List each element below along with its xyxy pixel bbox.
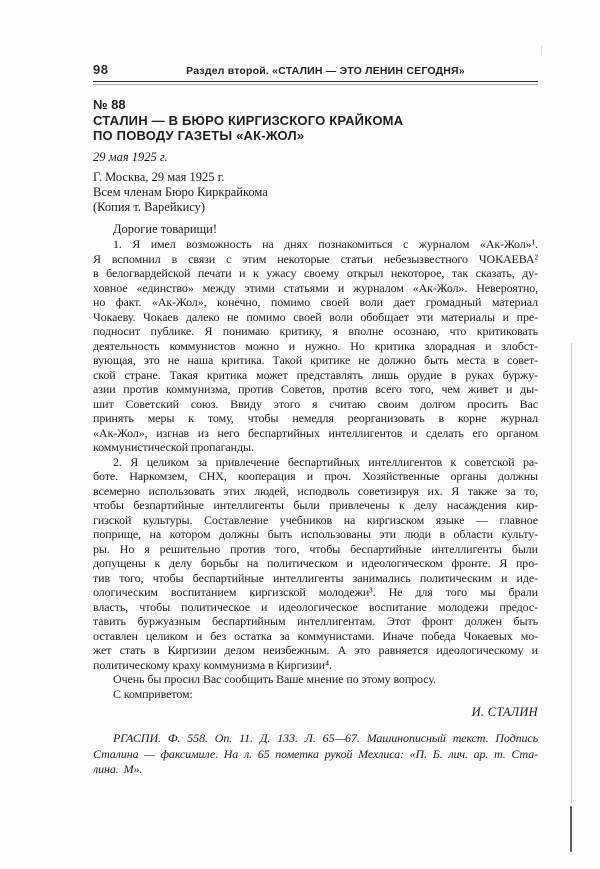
archive-reference	[93, 731, 538, 778]
body-text-line: боте. Наркомзем, СНХ, кооперация и проч. Хозяйственные органы должны	[93, 469, 538, 483]
body-text-line: С комприветом:	[113, 686, 193, 701]
document-title-line: ПО ПОВОДУ ГАЗЕТЫ «АК-ЖОЛ»	[93, 128, 305, 143]
scan-artifact-page-edge	[571, 343, 572, 803]
body-paragraph	[93, 237, 538, 455]
body-text-line: азии против коммунизма, против Советов, против всего того, чем живет и ды-	[93, 382, 538, 396]
body-text-line: тив того, чтобы беспартийные интеллигенты занимались политическим и иде-	[93, 570, 538, 585]
page-number: 98	[93, 62, 109, 77]
body-text-line: поприще, на котором должны быть использованы эти люди в области культу-	[93, 527, 538, 541]
running-title: Раздел второй. «СТАЛИН — ЭТО ЛЕНИН СЕГОДНЯ»	[186, 65, 465, 77]
body-text-line: деятельность коммунистов можно и нужно. Но критика злорадная и злобст-	[93, 338, 538, 353]
address-line: (Копия т. Варейкису)	[93, 200, 206, 214]
body-text-line: оставлен целиком и без остатка за коммунистами. Иначе победа Чокаевых мо-	[93, 628, 538, 643]
archive-reference-line: лина. М».	[93, 762, 143, 776]
body-text-line: допущены к делу борьбы на политическом и идеологическом фронте. Я про-	[93, 556, 538, 570]
body-text-line: гизской культуры. Составление учебников на киргизском языке — главное	[93, 512, 538, 527]
scan-artifact-speck	[541, 46, 542, 56]
archive-reference-line: РГАСПИ. Ф. 558. Оп. 11. Д. 133. Л. 65—67. Машинописный текст. Подпись	[113, 731, 538, 745]
running-header	[93, 62, 538, 77]
body-text-line: власть, чтобы политическое и идеологическое воспитание молодежи предос-	[93, 599, 538, 614]
body-text-line: Чокаеву. Чокаев далеко не помимо своей воли обобщает эти материалы и пре-	[93, 309, 538, 324]
body-text-line: Очень бы просил Вас сообщить Ваше мнение по этому вопросу.	[113, 672, 436, 686]
body-text-line: ской стране. Такая критика может представлять лишь орудие в руках буржу-	[93, 367, 538, 382]
body-text-line: тавить буржуазным беспартийным интеллигентам. Этот фронт должен быть	[93, 614, 538, 628]
body-text-line: коммунистической пропаганды.	[93, 440, 254, 454]
body-paragraph	[93, 455, 538, 673]
signature: И. СТАЛИН	[471, 705, 538, 719]
body-text-line: ологическим воспитанием киргизской молодежи³. Не для того мы брали	[93, 585, 538, 599]
body-text-line: политическому краху коммунизма в Киргизии⁴.	[93, 657, 332, 672]
header-rule	[93, 81, 538, 85]
body-text-line: жет стать в Киргизии делом неизбежным. А это равняется идеологическому и	[93, 643, 538, 657]
body-text-line: чтобы безпартийные интеллигенты были привлечены к делу насаждения кир-	[93, 498, 538, 512]
salutation: Дорогие товарищи!	[113, 222, 218, 236]
letter-body	[93, 237, 538, 701]
body-paragraph	[93, 687, 538, 702]
scan-artifact-page-edge-dark	[570, 806, 572, 852]
page-content	[93, 0, 538, 778]
body-text-line: в белогвардейской печати и к ужасу своему открыл некоторое, так сказать, ду-	[93, 266, 538, 280]
address-line: Всем членам Бюро Киркрайкома	[93, 185, 268, 199]
body-text-line: ховное «единство» между этими статьями и журналом «Ак-Жол». Невероятно,	[93, 280, 538, 295]
body-text-line: но факт. «Ак-Жол», конечно, помимо своей воли дает громадный материал	[93, 295, 538, 309]
body-text-line: всемерно использовать этих людей, исподволь советизируя их. Я также за то,	[93, 483, 538, 498]
body-text-line: ры. Но я решительно против того, чтобы беспартийные интеллигенты были	[93, 541, 538, 556]
address-line: Г. Москва, 29 мая 1925 г.	[93, 170, 225, 184]
body-text-line: принять меры к тому, чтобы немедля реорганизовать в корне журнал	[93, 411, 538, 425]
body-text-line: Я вспомнил в связи с этим некоторые статьи небезызвестного ЧОКАЕВА²	[93, 251, 538, 266]
archive-reference-line: Сталина — факсимиле. На л. 65 пометка рукой Мехлиса: «П. Б. лич. ар. т. Ста-	[93, 746, 538, 761]
body-text-line: «Ак-Жол», изгнав из него беспартийных интеллигентов и сделать его органом	[93, 425, 538, 440]
body-text-line: вующая, это не наша критика. Такой критике не должно быть места в совет-	[93, 353, 538, 367]
document-title	[93, 113, 538, 143]
body-paragraph	[93, 672, 538, 687]
document-number: № 88	[93, 97, 126, 112]
document-title-line: СТАЛИН — В БЮРО КИРГИЗСКОГО КРАЙКОМА	[93, 113, 404, 128]
body-text-line: 1. Я имел возможность на днях познакомиться с журналом «Ак-Жол»¹.	[113, 237, 538, 251]
body-text-line: шит Советский союз. Ввиду этого я считаю своим долгом просить Вас	[93, 396, 538, 411]
document-date: 29 мая 1925 г.	[93, 150, 168, 164]
body-text-line: 2. Я целиком за привлечение беспартийных интеллигентов к советской ра-	[113, 454, 538, 469]
body-text-line: подносит публике. Я понимаю критику, я вполне осознаю, что критиковать	[93, 324, 538, 338]
address-block	[93, 170, 538, 215]
